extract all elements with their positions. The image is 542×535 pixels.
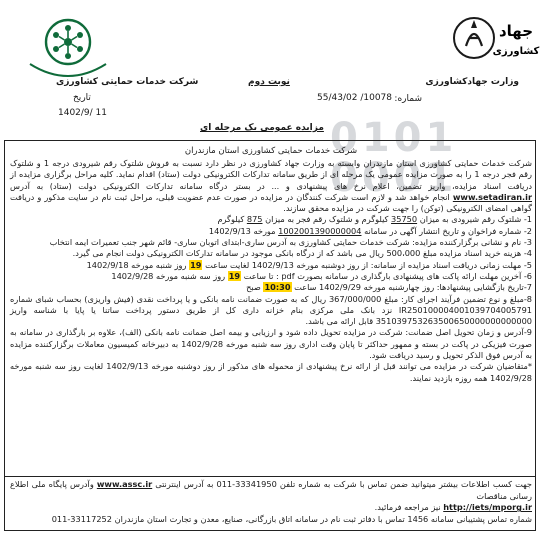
item-3: 3- نام و نشانی برگزارکننده مزایده: شرکت خدمات حمایتی کشاورزی به آدرس ساری-ابتدای اتوبان ساری- قائم شهر جنب تعمیرات ایمه انتخاب <box>49 237 532 248</box>
item-6-date: روز سه شنبه مورخه 1402/9/28 <box>111 270 226 281</box>
item-4: 4- هزینه خرید اسناد مزایده مبلغ 500،000 ریال می باشد که از درگاه بانکی موجود در سامانه تدارکات الکترونیکی دولت انجام می گیرد. <box>72 248 532 259</box>
company-name: شرکت خدمات حمایتی کشاورزی <box>56 77 199 87</box>
item-1-text: 1- شلتوک رقم شیرودی به میزان <box>419 214 532 225</box>
item-1 <box>10 214 532 225</box>
item-5-text: 5- مهلت زمانی دریافت اسناد مزایده از سامانه: از روز دوشنبه مورخه 1402/9/13 لغایت ساعت <box>205 259 532 270</box>
turn-label: نوبت دوم <box>248 77 290 87</box>
item-2 <box>10 226 532 237</box>
footer-support-phone: 33117252-011 <box>51 513 112 524</box>
item-10: *متقاضیان شرکت در مزایده می توانند قبل از ارائه نرخ پیشنهادی از محموله های مذکور از روز دوشنبه مورخه 1402/9/13 لغایت روز سه شنبه مورخه 1402/9/28 همه روزه بازدید نمایند. <box>10 361 533 383</box>
item-7-post: صبح <box>246 282 261 293</box>
portal-website-link[interactable]: http://iets/mporg.ir <box>443 502 532 513</box>
item-2-text: 2- شماره فراخوان و تاریخ انتشار آگهی در سامانه <box>364 225 532 236</box>
footer-refer-text: نیز مراجعه فرمائید. <box>374 502 441 513</box>
footer-line-2 <box>10 502 532 514</box>
item-1-unit: کیلوگرم <box>217 214 245 225</box>
item-7 <box>10 282 532 293</box>
item-2-number: 1002001390000004 <box>278 225 362 236</box>
item-1-qty-2: 875 <box>246 214 263 225</box>
item-8: 8-مبلغ و نوع تضمین فرآیند اجرای کار: مبلغ 367/000/000 ریال که به صورت ضمانت نامه بانکی و یا پرداخت نقدی (فیش واریزی) بحساب شبای شماره IR250100004001039704005791 نزد بانک ملی مرکزی بنام خزانه داری کل از طریق دستور پرداخت ساتنا یا پایا با شناسه واریز 351039753263500650000000000000 قابل ارائه می باشد. <box>10 293 532 327</box>
item-9: 9-آدرس و زمان تحویل اصل ضمانت: شرکت در مزایده تحویل داده شود و ارزیابی و بیمه اصل ضمانت نامه بانکی (الف)، علاوه بر بارگذاری در سامانه به صورت فیزیکی در پاکت در بسته و ممهور حداکثر تا پایان وقت اداری روز سه شنبه مورخه 1402/9/28 به دبیرخانه کمیسیون معاملات برگزارکننده مزایده به آدرس فوق الذکر تحویل و رسید دریافت شود. <box>10 327 533 361</box>
item-5-hour: 19 <box>190 259 202 270</box>
item-7-text: 7-تاریخ بازگشایی پیشنهادها: روز چهارشنبه مورخه 1402/9/29 ساعت <box>294 282 532 293</box>
item-1-qty-1: 35750 <box>391 214 418 225</box>
watermark: 0101 0001 <box>330 115 458 201</box>
logo-text-top: جهاد <box>498 22 534 40</box>
logo-text-bottom: کشاورزی <box>492 46 540 57</box>
contact-footer <box>10 479 532 525</box>
box-title: شرکت خدمات حمایتی کشاورزی استان مازندران <box>184 146 358 156</box>
footer-portal-text: وآدرس پایگاه ملی اطلاع رسانی مناقصات <box>10 479 532 501</box>
date-value: 1402/9/ 11 <box>58 108 108 118</box>
company-logo <box>16 8 120 84</box>
item-6-text: 6- آخرین مهلت ارائه پاکت های پیشنهادی بارگذاری در سامانه بصورت pdf : تا ساعت <box>243 270 532 281</box>
intro-text: شرکت خدمات حمایتی کشاورزی استان مازندران وابسته به وزارت جهاد کشاورزی در نظر دارد نسبت به فروش شلتوک رقم شیرودی درجه 1 و شلتوک رقم فجر درجه 1 را به صورت مزایده عمومی یک مرحله ای از طریق سامانه تدارکات الکترونیکی دولت (ستاد) اقدام نماید. کلیه مراحل برگزاری مزایده از دریافت اسناد مزایده، واریز تضمین، اعلام نرخ های پیشنهادی و ... در بستر درگاه سامانه تدارکات الکترونیکی دولت (ستاد) به آدرس <box>10 158 532 191</box>
item-5-date: روز شنبه مورخه 1402/9/18 <box>86 259 187 270</box>
footer-contact-text: جهت کسب اطلاعات بیشتر میتوانید ضمن تماس با شرکت به شماره تلفن 33341950-011 به آدرس اینترنتی <box>155 479 532 489</box>
item-6 <box>10 271 532 282</box>
item-2-date: مورخه 1402/9/13 <box>208 225 276 236</box>
footer-divider <box>4 476 536 477</box>
notice-body <box>10 158 532 384</box>
number-label: شماره: <box>394 94 422 104</box>
ministry-name: وزارت جهادکشاورزی <box>425 77 519 87</box>
website-link[interactable]: www.setadiran.ir <box>452 191 532 202</box>
date-label: تاریخ <box>73 93 91 103</box>
footer-support-text: شماره تماس پشتیبانی سامانه 1456 تماس با دفاتر ثبت نام در سامانه اتاق بازرگانی، صنایع، معدن و تجارت استان مازندران <box>114 513 532 524</box>
number-value: 55/43/02 /10078 <box>317 93 392 103</box>
item-6-hour: 19 <box>228 270 241 281</box>
company-website-link[interactable]: www.assc.ir <box>96 479 153 489</box>
item-5 <box>10 260 532 271</box>
intro-paragraph <box>10 158 532 214</box>
auction-title: مزایده عمومی یک مرحله ای <box>200 123 324 133</box>
intro-text-2: انجام خواهد شد و لازم است شرکت کنندگان در مزایده در صورت عدم عضویت قبلی، مراحل ثبت نام در سایت مذکور و دریافت گواهی امضای الکترونیکی (توکن) را جهت شرکت در مزایده محقق سازند. <box>10 191 532 214</box>
footer-line-1 <box>10 479 532 502</box>
footer-line-3 <box>10 514 532 526</box>
ministry-logo <box>452 8 540 72</box>
item-1-mid: کیلوگرم و شلتوک رقم فجر به میزان <box>265 214 389 225</box>
item-7-hour: 10:30 <box>264 282 291 293</box>
